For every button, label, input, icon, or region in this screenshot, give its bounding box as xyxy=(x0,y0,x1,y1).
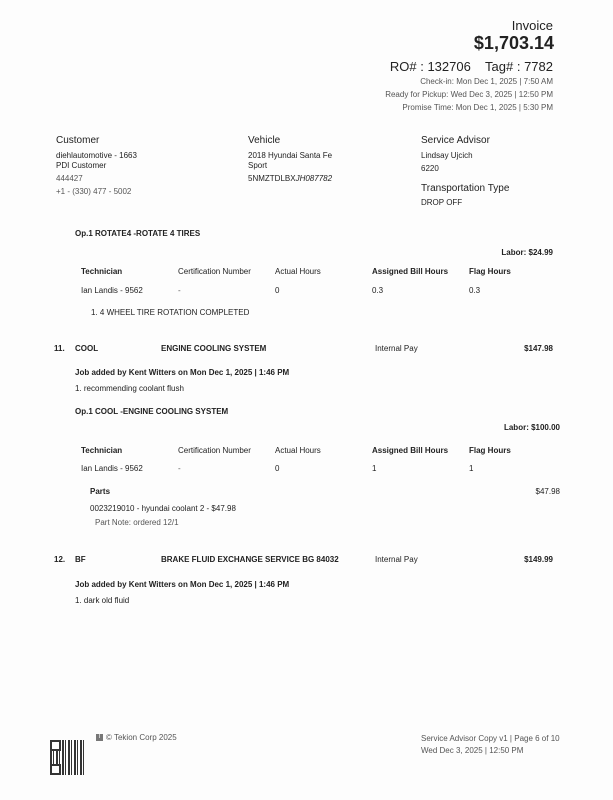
pay-type: Internal Pay xyxy=(375,344,418,353)
ro-number: RO# : 132706 xyxy=(389,59,471,74)
vehicle-model: 2018 Hyundai Santa Fe xyxy=(248,151,333,160)
advisor-name: Lindsay Ujcich xyxy=(421,151,473,160)
vehicle-vin xyxy=(248,174,332,183)
th-flag-hours: Flag Hours xyxy=(469,446,511,455)
th-actual-hours: Actual Hours xyxy=(275,446,321,455)
labor-amount: Labor: $24.99 xyxy=(501,248,553,257)
cell-actual-hours: 0 xyxy=(275,464,280,473)
parts-label: Parts xyxy=(90,487,111,496)
th-technician: Technician xyxy=(81,446,123,455)
op-note: 1. 4 WHEEL TIRE ROTATION COMPLETED xyxy=(91,308,250,317)
cell-certification: - xyxy=(178,464,181,473)
cell-flag-hours: 1 xyxy=(469,464,474,473)
promise-time: Promise Time: Mon Dec 1, 2025 | 5:30 PM xyxy=(402,103,553,112)
cell-actual-hours: 0 xyxy=(275,286,280,295)
invoice-total: $1,703.14 xyxy=(473,33,554,53)
part-line: 0023219010 - hyundai coolant 2 - $47.98 xyxy=(90,504,236,513)
ro-tag xyxy=(390,59,553,74)
job-number: 12. xyxy=(54,555,66,564)
advisor-label: Service Advisor xyxy=(421,135,490,146)
job-code: COOL xyxy=(75,344,99,353)
qr-code xyxy=(50,740,84,775)
job-amount: $147.98 xyxy=(524,344,553,353)
job-number: 11. xyxy=(54,344,65,353)
job-description: BRAKE FLUID EXCHANGE SERVICE BG 84032 xyxy=(161,555,339,564)
transport-type: DROP OFF xyxy=(421,198,463,207)
th-assigned-hours: Assigned Bill Hours xyxy=(372,446,449,455)
cell-assigned-hours: 1 xyxy=(372,464,377,473)
advisor-id: 6220 xyxy=(421,164,439,173)
vehicle-label: Vehicle xyxy=(248,135,281,146)
invoice-title: Invoice xyxy=(511,18,553,33)
customer-label: Customer xyxy=(56,135,100,146)
part-note: Part Note: ordered 12/1 xyxy=(95,518,179,527)
customer-phone: +1 - (330) 477 - 5002 xyxy=(56,187,132,196)
cell-certification: - xyxy=(178,286,181,295)
customer-name: diehlautomotive - 1663 xyxy=(56,151,137,160)
checkin-time: Check-in: Mon Dec 1, 2025 | 7:50 AM xyxy=(420,77,553,86)
vehicle-trim: Sport xyxy=(248,161,268,170)
job-concern: 1. dark old fluid xyxy=(75,596,130,605)
th-certification: Certification Number xyxy=(178,267,251,276)
th-certification: Certification Number xyxy=(178,446,251,455)
tag-number: Tag# : 7782 xyxy=(485,59,553,74)
parts-total: $47.98 xyxy=(535,487,560,496)
op-title: Op.1 ROTATE4 -ROTATE 4 TIRES xyxy=(75,229,201,238)
ready-time: Ready for Pickup: Wed Dec 3, 2025 | 12:50 PM xyxy=(385,90,553,99)
cell-flag-hours: 0.3 xyxy=(469,286,481,295)
labor-amount: Labor: $100.00 xyxy=(503,423,560,432)
job-concern: 1. recommending coolant flush xyxy=(75,384,184,393)
job-amount: $149.99 xyxy=(524,555,553,564)
op-title: Op.1 COOL -ENGINE COOLING SYSTEM xyxy=(75,407,229,416)
job-added: Job added by Kent Witters on Mon Dec 1, 2025 | 1:46 PM xyxy=(75,580,290,589)
vin-prefix: 5NMZTDLBX xyxy=(248,174,296,183)
cell-technician: Ian Landis - 9562 xyxy=(81,286,143,295)
copyright-text: © Tekion Corp 2025 xyxy=(106,733,177,742)
customer-type: PDI Customer xyxy=(56,161,107,170)
vin-suffix: JH087782 xyxy=(295,174,333,183)
copy-page-info: Service Advisor Copy v1 | Page 6 of 10 xyxy=(421,734,560,743)
th-assigned-hours: Assigned Bill Hours xyxy=(372,267,449,276)
job-description: ENGINE COOLING SYSTEM xyxy=(161,344,267,353)
job-added: Job added by Kent Witters on Mon Dec 1, 2025 | 1:46 PM xyxy=(75,368,290,377)
th-flag-hours: Flag Hours xyxy=(469,267,511,276)
th-actual-hours: Actual Hours xyxy=(275,267,321,276)
footer-date: Wed Dec 3, 2025 | 12:50 PM xyxy=(421,746,524,755)
copyright xyxy=(96,733,177,742)
job-code: BF xyxy=(75,555,86,564)
customer-id: 444427 xyxy=(56,174,83,183)
tekion-logo-icon: T xyxy=(97,734,102,741)
transport-label: Transportation Type xyxy=(421,183,510,194)
cell-technician: Ian Landis - 9562 xyxy=(81,464,143,473)
cell-assigned-hours: 0.3 xyxy=(372,286,384,295)
pay-type: Internal Pay xyxy=(375,555,418,564)
th-technician: Technician xyxy=(81,267,123,276)
